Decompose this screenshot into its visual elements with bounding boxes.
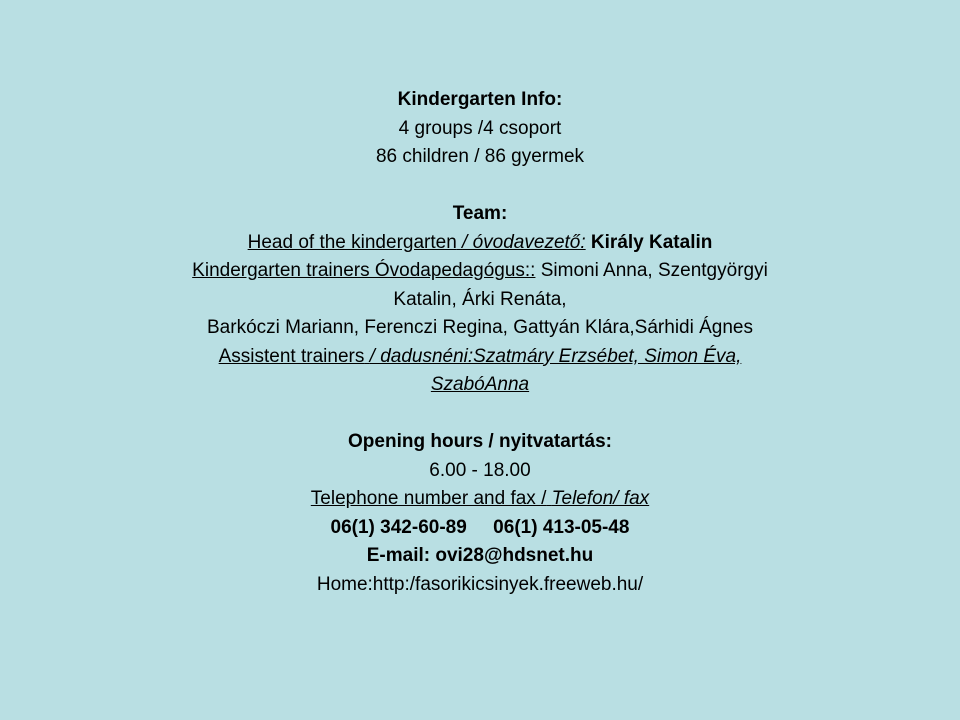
trainers-line (0, 257, 960, 286)
spacer (0, 400, 960, 429)
phone-numbers: 06(1) 342-60-89 06(1) 413-05-48 (330, 516, 630, 538)
hours-heading: Opening hours / nyitvatartás: (348, 431, 612, 452)
head-name: Király Katalin (590, 231, 713, 253)
trainers-names-1: Simoni Anna, Szentgyörgyi (540, 260, 768, 281)
children-line: 86 children / 86 gyermek (375, 146, 585, 167)
team-heading: Team: (452, 203, 508, 224)
assistants-last: SzabóAnna (430, 374, 530, 395)
phone-label-hu: Telefon/ fax (551, 488, 650, 509)
trainers-names-3: Barkóczi Mariann, Ferenczi Regina, Gattyán Klára,Sárhidi Ágnes (207, 317, 753, 338)
assistants-label: Assistent trainers (218, 345, 365, 367)
home-line: Home:http:/fasorikicsinyek.freeweb.hu/ (316, 573, 644, 595)
head-label: Head of the kindergarten (247, 231, 457, 253)
slide-content (0, 86, 960, 599)
head-line (0, 229, 960, 258)
phone-label: Telephone number and fax / (310, 488, 547, 509)
assistants-line (0, 343, 960, 372)
email-line: E-mail: ovi28@hdsnet.hu (366, 545, 594, 566)
hours-value: 6.00 - 18.00 (429, 459, 531, 481)
trainers-names-2: Katalin, Árki Renáta, (393, 288, 567, 310)
groups-line: 4 groups /4 csoport (398, 117, 562, 139)
phone-label-line (0, 485, 960, 514)
assistants-rest: / dadusnéni:Szatmáry Erzsébet, Simon Éva, (369, 345, 742, 367)
head-label-hu: / óvodavezető: (462, 231, 586, 253)
info-heading: Kindergarten Info: (397, 89, 563, 110)
trainers-label: Kindergarten trainers Óvodapedagógus:: (192, 260, 536, 281)
spacer (0, 172, 960, 201)
